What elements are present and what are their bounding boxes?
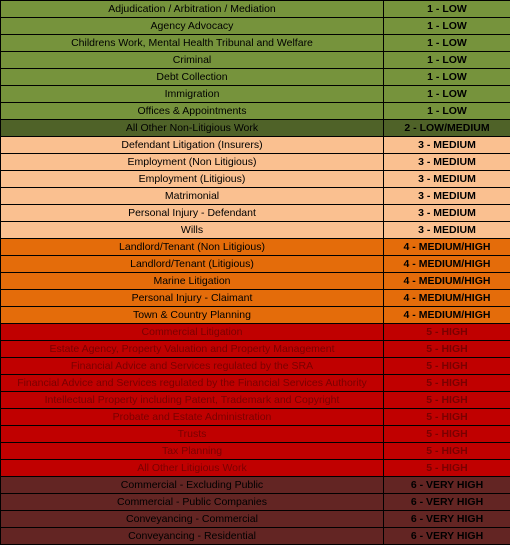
practice-area-cell: Offices & Appointments (1, 103, 384, 120)
risk-table-body (1, 1, 510, 545)
risk-level-cell: 5 - HIGH (384, 341, 510, 358)
risk-level-cell: 6 - VERY HIGH (384, 494, 510, 511)
table-row (1, 392, 510, 409)
risk-level-cell: 4 - MEDIUM/HIGH (384, 290, 510, 307)
practice-area-cell: Conveyancing - Residential (1, 528, 384, 545)
table-row (1, 375, 510, 392)
practice-area-cell: All Other Litigious Work (1, 460, 384, 477)
practice-area-cell: Commercial - Public Companies (1, 494, 384, 511)
risk-level-cell: 1 - LOW (384, 52, 510, 69)
practice-area-cell: Wills (1, 222, 384, 239)
risk-level-cell: 5 - HIGH (384, 443, 510, 460)
practice-area-cell: Commercial Litigation (1, 324, 384, 341)
practice-area-cell: Tax Planning (1, 443, 384, 460)
table-row (1, 256, 510, 273)
practice-area-cell: Agency Advocacy (1, 18, 384, 35)
risk-level-cell: 5 - HIGH (384, 460, 510, 477)
table-row (1, 528, 510, 545)
table-row (1, 137, 510, 154)
table-row (1, 511, 510, 528)
risk-level-cell: 5 - HIGH (384, 392, 510, 409)
risk-level-cell: 3 - MEDIUM (384, 188, 510, 205)
risk-level-cell: 1 - LOW (384, 35, 510, 52)
risk-level-cell: 6 - VERY HIGH (384, 528, 510, 545)
risk-level-cell: 5 - HIGH (384, 426, 510, 443)
practice-area-cell: Criminal (1, 52, 384, 69)
risk-level-cell: 6 - VERY HIGH (384, 477, 510, 494)
table-row (1, 341, 510, 358)
practice-area-cell: Personal Injury - Defendant (1, 205, 384, 222)
table-row (1, 443, 510, 460)
table-row (1, 52, 510, 69)
practice-area-cell: Employment (Litigious) (1, 171, 384, 188)
table-row (1, 205, 510, 222)
table-row (1, 120, 510, 137)
practice-area-cell: Conveyancing - Commercial (1, 511, 384, 528)
practice-area-cell: Landlord/Tenant (Litigious) (1, 256, 384, 273)
table-row (1, 324, 510, 341)
table-row (1, 103, 510, 120)
practice-area-cell: All Other Non-Litigious Work (1, 120, 384, 137)
risk-level-cell: 3 - MEDIUM (384, 137, 510, 154)
practice-area-cell: Landlord/Tenant (Non Litigious) (1, 239, 384, 256)
risk-level-cell: 5 - HIGH (384, 324, 510, 341)
risk-level-cell: 5 - HIGH (384, 358, 510, 375)
risk-level-cell: 3 - MEDIUM (384, 222, 510, 239)
table-row (1, 171, 510, 188)
table-row (1, 86, 510, 103)
table-row (1, 477, 510, 494)
table-row (1, 426, 510, 443)
risk-level-cell: 4 - MEDIUM/HIGH (384, 256, 510, 273)
practice-area-cell: Matrimonial (1, 188, 384, 205)
table-row (1, 307, 510, 324)
practice-area-cell: Probate and Estate Administration (1, 409, 384, 426)
practice-area-cell: Estate Agency, Property Valuation and Property Management (1, 341, 384, 358)
table-row (1, 35, 510, 52)
risk-level-cell: 4 - MEDIUM/HIGH (384, 307, 510, 324)
risk-level-cell: 1 - LOW (384, 103, 510, 120)
table-row (1, 18, 510, 35)
risk-level-cell: 3 - MEDIUM (384, 171, 510, 188)
risk-level-cell: 1 - LOW (384, 69, 510, 86)
practice-area-cell: Childrens Work, Mental Health Tribunal and Welfare (1, 35, 384, 52)
practice-area-cell: Financial Advice and Services regulated by the Financial Services Authority (1, 375, 384, 392)
risk-level-cell: 1 - LOW (384, 86, 510, 103)
practice-area-cell: Debt Collection (1, 69, 384, 86)
practice-area-cell: Personal Injury - Claimant (1, 290, 384, 307)
table-row (1, 222, 510, 239)
table-row (1, 188, 510, 205)
risk-level-cell: 3 - MEDIUM (384, 154, 510, 171)
table-row (1, 1, 510, 18)
table-row (1, 494, 510, 511)
practice-area-cell: Commercial - Excluding Public (1, 477, 384, 494)
risk-level-cell: 6 - VERY HIGH (384, 511, 510, 528)
risk-level-cell: 5 - HIGH (384, 409, 510, 426)
practice-area-cell: Employment (Non Litigious) (1, 154, 384, 171)
table-row (1, 273, 510, 290)
practice-area-cell: Adjudication / Arbitration / Mediation (1, 1, 384, 18)
table-row (1, 460, 510, 477)
table-row (1, 239, 510, 256)
risk-level-cell: 2 - LOW/MEDIUM (384, 120, 510, 137)
table-row (1, 290, 510, 307)
practice-area-cell: Marine Litigation (1, 273, 384, 290)
table-row (1, 154, 510, 171)
risk-level-cell: 4 - MEDIUM/HIGH (384, 239, 510, 256)
risk-level-cell: 5 - HIGH (384, 375, 510, 392)
practice-area-cell: Town & Country Planning (1, 307, 384, 324)
practice-area-cell: Immigration (1, 86, 384, 103)
practice-area-cell: Financial Advice and Services regulated by the SRA (1, 358, 384, 375)
practice-area-cell: Intellectual Property including Patent, Trademark and Copyright (1, 392, 384, 409)
table-row (1, 358, 510, 375)
practice-area-cell: Trusts (1, 426, 384, 443)
risk-level-cell: 1 - LOW (384, 1, 510, 18)
risk-level-cell: 1 - LOW (384, 18, 510, 35)
risk-level-cell: 3 - MEDIUM (384, 205, 510, 222)
table-row (1, 409, 510, 426)
risk-level-cell: 4 - MEDIUM/HIGH (384, 273, 510, 290)
practice-area-cell: Defendant Litigation (Insurers) (1, 137, 384, 154)
table-row (1, 69, 510, 86)
